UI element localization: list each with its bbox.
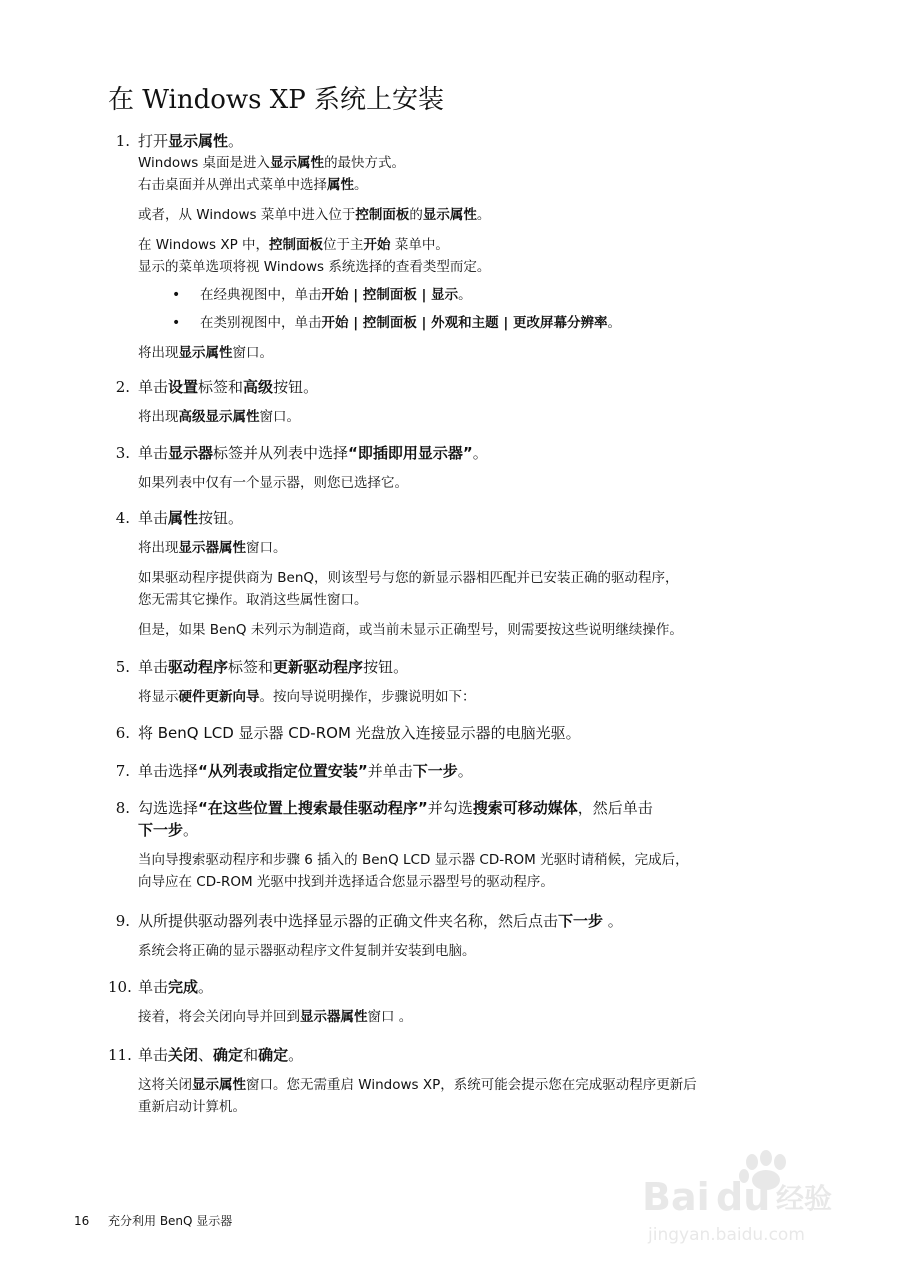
text-line: [138, 1096, 828, 1118]
text-run: 当向导搜索驱动程序和步骤 6 插入的 BenQ LCD 显示器 CD-ROM 光驱时请稍候，完成后，: [138, 852, 689, 868]
bold-ui-term: 开始 | 控制面板 | 显示: [321, 287, 459, 303]
paragraph: [138, 1074, 828, 1118]
step-body: [138, 472, 828, 494]
bullet-text: [200, 284, 472, 306]
step-8: [108, 797, 828, 893]
step-title: [138, 376, 828, 398]
text-run: 菜单中。: [390, 237, 449, 253]
text-run: 如果驱动程序提供商为 BenQ，则该型号与您的新显示器相匹配并已安装正确的驱动程序，: [138, 570, 679, 586]
step-body: [138, 1006, 828, 1028]
text-run: 的最快方式。: [324, 155, 406, 171]
text-run: 重新启动计算机。: [138, 1099, 246, 1115]
bold-ui-term: 显示属性: [192, 1077, 246, 1093]
bold-ui-term: 显示属性: [168, 132, 229, 150]
step-3: [108, 442, 828, 494]
bold-ui-term: 搜索可移动媒体: [472, 799, 578, 817]
text-run: 从所提供驱动器列表中选择显示器的正确文件夹名称，然后点击: [138, 912, 559, 930]
bullet-icon: •: [172, 315, 181, 331]
step-9: [108, 910, 828, 962]
text-line: [138, 1006, 828, 1028]
text-run: 在 Windows XP 中，: [138, 237, 270, 253]
text-run: 窗口。: [259, 409, 300, 425]
text-line: [138, 234, 828, 256]
bold-ui-term: “从列表或指定位置安装”: [198, 762, 368, 780]
bold-ui-term: “在这些位置上搜索最佳驱动程序”: [198, 799, 428, 817]
step-title: [138, 976, 828, 998]
text-run: 系统会将正确的显示器驱动程序文件复制并安装到电脑。: [138, 943, 476, 959]
svg-text:Bai: Bai: [642, 1175, 710, 1219]
text-run: 接着，将会关闭向导并回到: [138, 1009, 300, 1025]
text-run: 窗口 。: [367, 1009, 413, 1025]
step-number: 11.: [108, 1046, 132, 1064]
step-heading: [108, 130, 828, 152]
text-run: 在类别视图中，单击: [200, 315, 322, 331]
bullet-item: [172, 284, 828, 306]
text-run: 按钮。: [363, 658, 409, 676]
step-number: 6.: [115, 724, 130, 742]
text-line: [138, 152, 828, 174]
text-run: Windows 桌面是进入: [138, 155, 271, 171]
text-run: 。: [457, 762, 473, 780]
step-number: 8.: [115, 799, 130, 817]
text-run: 。: [228, 132, 244, 150]
text-run: 。: [607, 315, 621, 331]
bullet-item: [172, 312, 828, 334]
step-10: [108, 976, 828, 1028]
text-run: 标签和: [228, 658, 274, 676]
step-title: [138, 656, 828, 678]
text-run: 右击桌面并从弹出式菜单中选择: [138, 177, 327, 193]
paragraph: [138, 472, 828, 494]
step-title: [138, 722, 828, 744]
text-run: 但是，如果 BenQ 未列示为制造商，或当前未显示正确型号，则需要按这些说明继续操作。: [138, 622, 683, 638]
paragraph: [138, 567, 828, 611]
text-run: 并勾选: [427, 799, 473, 817]
bold-ui-term: 显示器属性: [300, 1009, 368, 1025]
step-number: 3.: [115, 444, 130, 462]
step-2: [108, 376, 828, 428]
step-body: [138, 406, 828, 428]
step-number: 7.: [115, 762, 130, 780]
text-run: 打开: [138, 132, 169, 150]
bold-ui-term: 下一步: [138, 821, 184, 839]
text-run: 。: [476, 207, 491, 223]
text-run: 这将关闭: [138, 1077, 192, 1093]
bold-ui-term: 更新驱动程序: [273, 658, 364, 676]
text-run: 。: [288, 1046, 304, 1064]
text-run: 向导应在 CD-ROM 光驱中找到并选择适合您显示器型号的驱动程序。: [138, 874, 554, 890]
text-line: [138, 174, 828, 196]
text-run: 将 BenQ LCD 显示器 CD-ROM 光盘放入连接显示器的电脑光驱。: [138, 724, 581, 742]
step-title: [138, 442, 828, 464]
text-run: 。: [472, 444, 488, 462]
bullet-text: [200, 312, 621, 334]
bold-ui-term: “即插即用显示器”: [348, 444, 473, 462]
step-body: [138, 940, 828, 962]
paragraph: [138, 1006, 828, 1028]
step-5: [108, 656, 828, 708]
bold-ui-term: 显示器属性: [178, 540, 246, 556]
text-run: 标签和: [198, 378, 244, 396]
step-11: [108, 1044, 828, 1118]
text-line: [138, 686, 828, 708]
step-heading: [108, 797, 828, 841]
paragraph: [138, 619, 828, 641]
text-run: 或者，从 Windows 菜单中进入位于: [138, 207, 356, 223]
text-run: 将出现: [138, 409, 179, 425]
bold-ui-term: 下一步: [412, 762, 458, 780]
svg-text:经验: 经验: [776, 1182, 833, 1215]
step-title: [138, 760, 828, 782]
step-number: 1.: [115, 132, 130, 150]
step-heading: [108, 376, 828, 398]
text-run: 的: [409, 207, 423, 223]
text-run: 并单击: [367, 762, 413, 780]
bold-ui-term: 高级: [243, 378, 274, 396]
step-body: [138, 849, 828, 893]
step-number: 10.: [108, 978, 132, 996]
text-run: 单击选择: [138, 762, 199, 780]
text-run: 窗口。: [246, 540, 287, 556]
bold-ui-term: 硬件更新向导: [178, 689, 260, 705]
text-run: 。: [183, 821, 199, 839]
bold-ui-term: 显示属性: [178, 345, 233, 361]
text-run: 将出现: [138, 345, 179, 361]
bold-ui-term: 显示属性: [270, 155, 325, 171]
text-run: 在经典视图中，单击: [200, 287, 322, 303]
bullet-icon: •: [172, 287, 181, 303]
text-line: [138, 472, 828, 494]
text-line: [138, 537, 828, 559]
text-line: [138, 940, 828, 962]
text-run: 如果列表中仅有一个显示器，则您已选择它。: [138, 475, 408, 491]
bold-ui-term: 设置: [168, 378, 199, 396]
svg-text:jingyan.baidu.com: jingyan.baidu.com: [648, 1225, 805, 1245]
step-6: [108, 722, 828, 744]
bold-ui-term: 开始: [363, 237, 391, 253]
text-line: [138, 589, 828, 611]
text-run: 勾选选择: [138, 799, 199, 817]
step-body: [138, 1074, 828, 1118]
step-number: 9.: [115, 912, 130, 930]
page-footer: [74, 1213, 232, 1229]
svg-text:du: du: [716, 1175, 771, 1219]
bold-ui-term: 开始 | 控制面板 | 外观和主题 | 更改屏幕分辨率: [321, 315, 608, 331]
step-heading: [108, 976, 828, 998]
bold-ui-term: 确定: [258, 1046, 289, 1064]
text-run: 。: [198, 978, 214, 996]
text-run: 将显示: [138, 689, 179, 705]
step-heading: [108, 760, 828, 782]
bold-ui-term: 完成: [168, 978, 199, 996]
text-run: 单击: [138, 509, 169, 527]
text-line: [138, 204, 828, 226]
paragraph: [138, 406, 828, 428]
bold-ui-term: 属性: [168, 509, 199, 527]
text-run: 和: [243, 1046, 259, 1064]
step-heading: [108, 722, 828, 744]
step-heading: [108, 910, 828, 932]
step-number: 4.: [115, 509, 130, 527]
text-run: 单击: [138, 444, 169, 462]
step-title: [138, 130, 828, 152]
text-run: 将出现: [138, 540, 179, 556]
step-title: [138, 797, 828, 841]
text-run: 按钮。: [273, 378, 319, 396]
bold-ui-term: 显示属性: [422, 207, 477, 223]
step-7: [108, 760, 828, 782]
paragraph: [138, 234, 828, 278]
bold-ui-term: 确定: [213, 1046, 244, 1064]
step-title: [138, 910, 828, 932]
text-line: [138, 849, 828, 871]
step-body: [138, 686, 828, 708]
paragraph: [138, 849, 828, 893]
step-body: [138, 537, 828, 641]
step-number: 2.: [115, 378, 130, 396]
paragraph: [138, 686, 828, 708]
bold-ui-term: 下一步: [558, 912, 604, 930]
bold-ui-term: 高级显示属性: [178, 409, 260, 425]
step-heading: [108, 656, 828, 678]
page-number: 16: [74, 1214, 90, 1228]
text-run: 窗口。: [232, 345, 273, 361]
text-line: [138, 256, 828, 278]
text-run: 标签并从列表中选择: [213, 444, 349, 462]
text-line: [138, 567, 828, 589]
step-heading: [108, 507, 828, 529]
step-1: [108, 130, 828, 364]
text-run: 单击: [138, 378, 169, 396]
text-run: 。: [354, 177, 368, 193]
paragraph: [138, 152, 828, 196]
baidu-watermark-logo: [640, 1148, 860, 1248]
text-line: [138, 406, 828, 428]
step-title: [138, 507, 828, 529]
bold-ui-term: 属性: [327, 177, 354, 193]
text-run: 。: [458, 287, 472, 303]
text-run: 单击: [138, 658, 169, 676]
step-body: [138, 152, 828, 364]
bold-ui-term: 关闭: [168, 1046, 199, 1064]
bold-ui-term: 控制面板: [269, 237, 324, 253]
step-number: 5.: [115, 658, 130, 676]
paragraph: [138, 940, 828, 962]
text-run: 单击: [138, 978, 169, 996]
paragraph: [138, 342, 828, 364]
step-heading: [108, 1044, 828, 1066]
bold-ui-term: 驱动程序: [168, 658, 229, 676]
text-run: 按钮。: [198, 509, 244, 527]
page-title: 在 Windows XP 系统上安装: [108, 85, 445, 115]
text-run: 您无需其它操作。取消这些属性窗口。: [138, 592, 368, 608]
text-run: 窗口。您无需重启 Windows XP，系统可能会提示您在完成驱动程序更新后: [246, 1077, 697, 1093]
text-run: 。: [603, 912, 623, 930]
footer-text: 充分利用 BenQ 显示器: [108, 1214, 233, 1228]
paragraph: [138, 537, 828, 559]
text-run: 、: [198, 1046, 214, 1064]
text-line: [138, 342, 828, 364]
step-4: [108, 507, 828, 641]
bold-ui-term: 显示器: [168, 444, 214, 462]
text-run: 显示的菜单选项将视 Windows 系统选择的查看类型而定。: [138, 259, 491, 275]
text-run: 单击: [138, 1046, 169, 1064]
text-line: [138, 1074, 828, 1096]
text-line: [138, 619, 828, 641]
paragraph: [138, 204, 828, 226]
bold-ui-term: 控制面板: [355, 207, 410, 223]
text-run: 位于主: [323, 237, 364, 253]
step-heading: [108, 442, 828, 464]
step-title: [138, 1044, 828, 1066]
text-line: [138, 871, 828, 893]
text-run: ，然后单击: [577, 799, 653, 817]
text-run: 。按向导说明操作，步骤说明如下：: [259, 689, 476, 705]
